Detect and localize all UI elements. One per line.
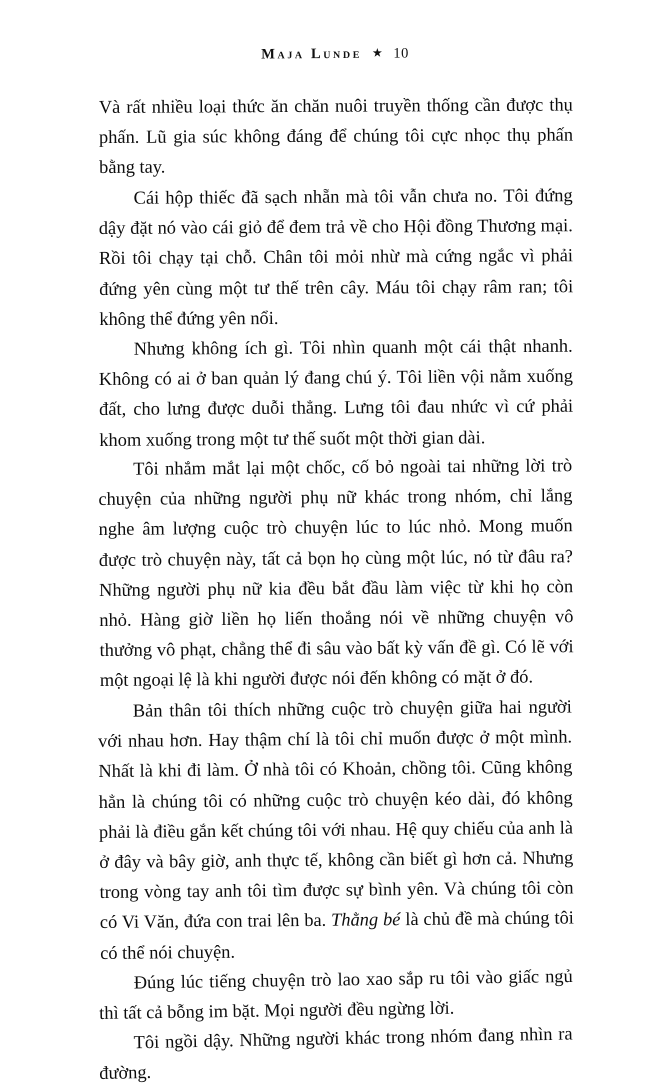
paragraph-3: Nhưng không ích gì. Tôi nhìn quanh một cái thật nhanh. Không có ai ở ban quản lý đang chú ý. Tôi liền vội nằm xuống đất, cho lưng được duỗi thẳng. Lưng tôi đau nhức vì cứ phải khom xuống trong một tư thế suốt một thời gian dài. bbox=[98, 335, 574, 450]
running-head bbox=[0, 44, 670, 65]
paragraph-1: Và rất nhiều loại thức ăn chăn nuôi truyền thống cần được thụ phấn. Lũ gia súc không đáng để chúng tôi cực nhọc thụ phấn bằng tay. bbox=[98, 94, 574, 178]
paragraph-4: Tôi nhắm mắt lại một chốc, cố bỏ ngoài tai những lời trò chuyện của những người phụ nữ khác trong nhóm, chỉ lắng nghe âm lượng cuộc trò chuyện lúc to lúc nhỏ. Mong muốn được trò chuyện này, tất cả bọn họ cùng một lúc, nó từ đâu ra? Những người phụ nữ kia đều bắt đầu làm việc từ khi họ còn nhỏ. Hàng giờ liền họ liến thoắng nói về những chuyện vô thưởng vô phạt, chẳng thể đi sâu vào bất kỳ vấn đề gì. Có lẽ với một ngoại lệ là khi người được nói đến không có mặt ở đó. bbox=[98, 455, 574, 691]
body-text-block bbox=[99, 92, 573, 1089]
running-head-author: Maja Lunde bbox=[261, 45, 362, 63]
paragraph-5-part-3: là chủ đề mà chúng tôi có thể nói chuyện. bbox=[100, 907, 574, 963]
page-number: 10 bbox=[393, 45, 409, 62]
paragraph-5-part-1: Bản thân tôi thích những cuộc trò chuyện giữa hai người với nhau hơn. Hay thậm chí là tôi chỉ muốn được ở một mình. Nhất là khi đi làm. Ở nhà tôi có Khoản, chồng tôi. Cũng không hẳn là chúng tôi có những cuộc trò chuyện kéo dài, đó không phải là điều gắn kết chúng tôi với nhau. Hệ quy chiếu của anh là ở đây và bây giờ, anh thực tế, không cần biết gì hơn cả. Nhưng trong vòng tay anh tôi tìm được sự bình yên. Và chúng tôi còn có Vi Văn, đứa con trai lên ba. bbox=[98, 696, 574, 933]
star-icon: ★ bbox=[371, 45, 386, 60]
paragraph-5 bbox=[98, 692, 575, 968]
paragraph-7: Tôi ngồi dậy. Những người khác trong nhóm đang nhìn ra đường. bbox=[99, 1023, 573, 1084]
paragraph-5-italic-phrase: Thằng bé bbox=[331, 909, 401, 931]
paragraph-6: Đúng lúc tiếng chuyện trò lao xao sắp ru tôi vào giấc ngủ thì tất cả bỗng im bặt. Mọi người đều ngừng lời. bbox=[99, 965, 573, 1024]
paragraph-2: Cái hộp thiếc đã sạch nhẵn mà tôi vẫn chưa no. Tôi đứng dậy đặt nó vào cái giỏ để đem trả về cho Hội đồng Thương mại. Rồi tôi chạy tại chỗ. Chân tôi mỏi nhừ mà cứng ngắc vì phải đứng yên cùng một tư thế trên cây. Máu tôi chạy râm ran; tôi không thể đứng yên nổi. bbox=[98, 184, 574, 329]
